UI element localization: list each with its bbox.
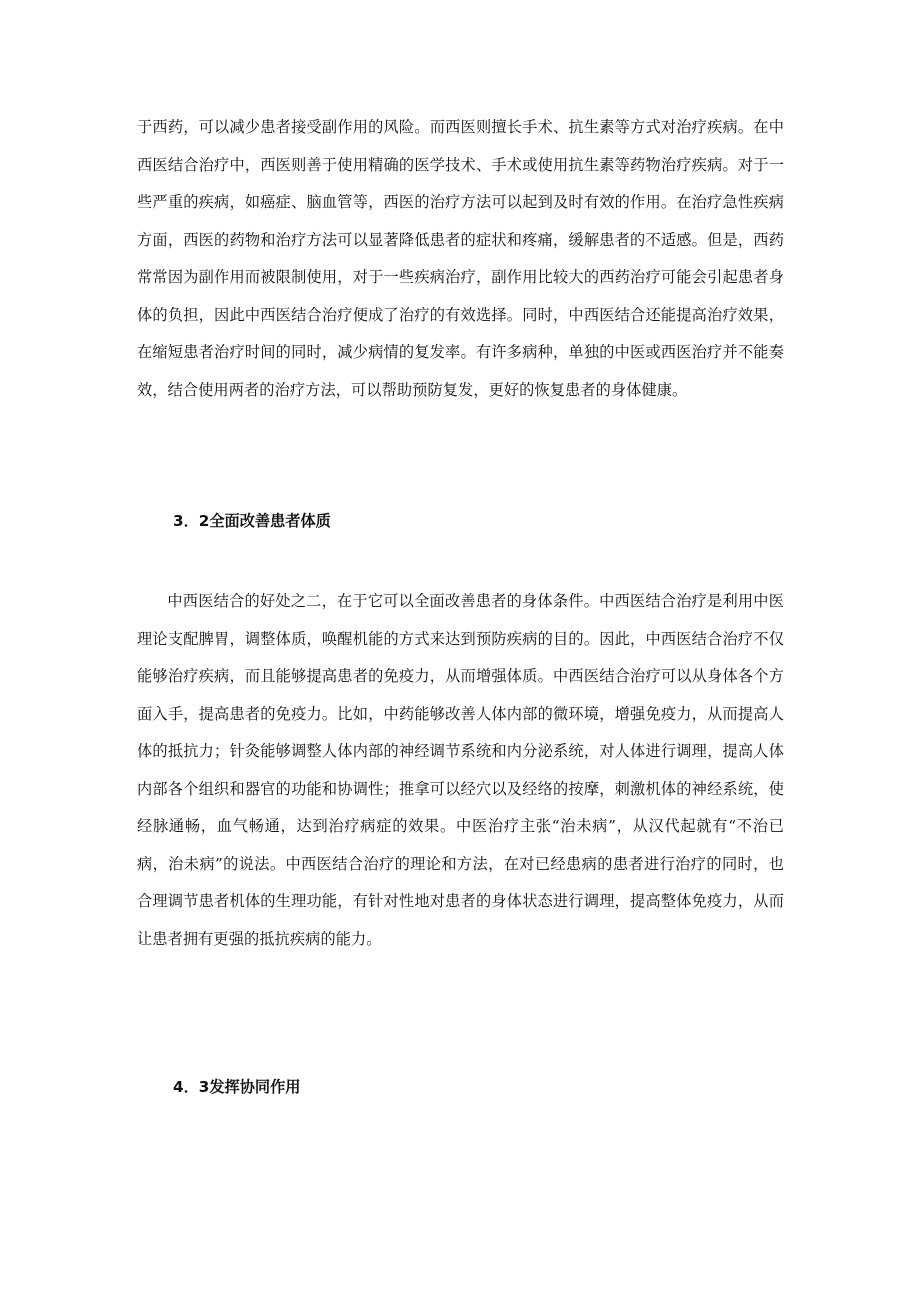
section-heading-synergy: 4．3发挥协同作用 (173, 1078, 301, 1096)
body-paragraph-improve-constitution: 中西医结合的好处之二，在于它可以全面改善患者的身体条件。中西医结合治疗是利用中医理论支配脾胃，调整体质，唤醒机能的方式来达到预防疾病的目的。因此，中西医结合治疗不仅能够治疗疾病，而且能够提高患者的免疫力，从而增强体质。中西医结合治疗可以从身体各个方面入手，提高患者的免疫力。比如，中药能够改善人体内部的微环境，增强免疫力，从而提高人体的抵抗力；针灸能够调整人体内部的神经调节系统和内分泌系统，对人体进行调理，提高人体内部各个组织和器官的功能和协调性；推拿可以经穴以及经络的按摩，刺激机体的神经系统，使经脉通畅，血气畅通，达到治疗病症的效果。中医治疗主张“治未病”，从汉代起就有“不治已病，治未病”的说法。中西医结合治疗的理论和方法，在对已经患病的患者进行治疗的同时，也合理调节患者机体的生理功能，有针对性地对患者的身体状态进行调理，提高整体免疫力，从而让患者拥有更强的抵抗疾病的能力。 (137, 592, 784, 948)
body-paragraph-western-medicine: 于西药，可以减少患者接受副作用的风险。而西医则擅长手术、抗生素等方式对治疗疾病。在中西医结合治疗中，西医则善于使用精确的医学技术、手术或使用抗生素等药物治疗疾病。对于一些严重的疾病，如癌症、脑血管等，西医的治疗方法可以起到及时有效的作用。在治疗急性疾病方面，西医的药物和治疗方法可以显著降低患者的症状和疼痛，缓解患者的不适感。但是，西药常常因为副作用而被限制使用，对于一些疾病治疗，副作用比较大的西药治疗可能会引起患者身体的负担，因此中西医结合治疗便成了治疗的有效选择。同时，中西医结合还能提高治疗效果，在缩短患者治疗时间的同时，减少病情的复发率。有许多病种，单独的中医或西医治疗并不能奏效，结合使用两者的治疗方法，可以帮助预防复发，更好的恢复患者的身体健康。 (137, 118, 784, 399)
section-heading-improve-constitution: 3．2全面改善患者体质 (173, 512, 331, 530)
